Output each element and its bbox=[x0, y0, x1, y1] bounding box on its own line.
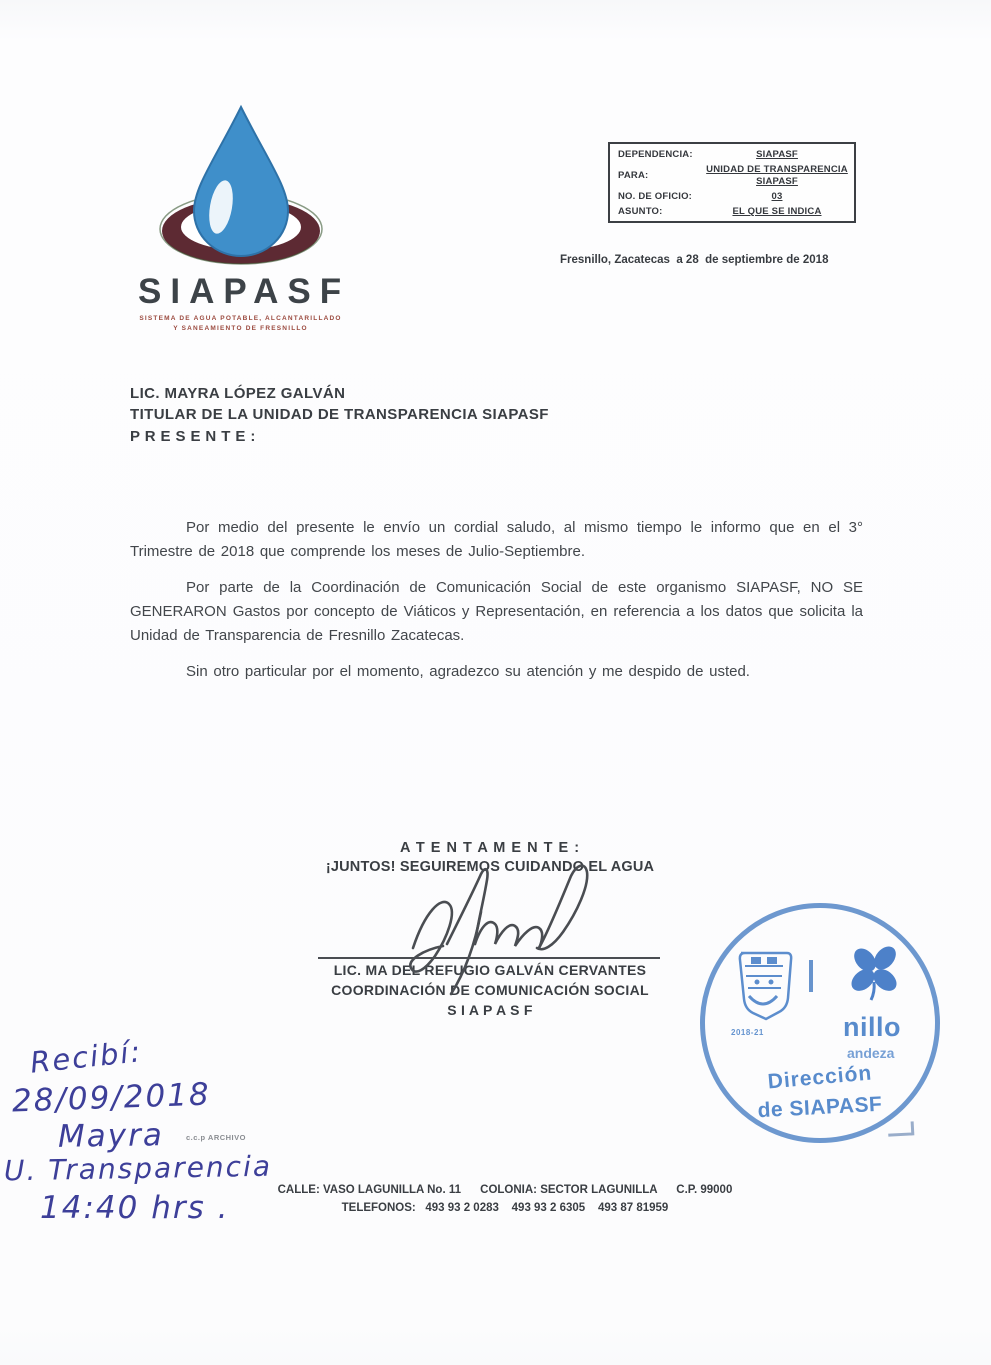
stamp-brand-partial-bottom: andeza bbox=[847, 1045, 895, 1061]
logo-tagline-line2: Y SANEAMIENTO DE FRESNILLO bbox=[173, 324, 308, 332]
signature-scribble-icon bbox=[385, 852, 615, 1002]
scan-corner-artifact bbox=[888, 1121, 915, 1136]
recipient-salutation: P R E S E N T E : bbox=[130, 427, 256, 445]
signer-name: LIC. MA DEL REFUGIO GALVÁN CERVANTES bbox=[333, 962, 647, 978]
paragraph-2: Por parte de la Coordinación de Comunicación Social de este organismo SIAPASF, NO SE GENERARON Gastos por concepto de Viáticos y Representación, en referencia a los datos que solicita la Unidad de Transparencia de Fresnillo Zacatecas. bbox=[130, 579, 863, 644]
stamp-text-de-siapasf: de SIAPASF bbox=[757, 1092, 883, 1123]
stamp-text-direccion: Dirección bbox=[766, 1061, 874, 1094]
stamp-emblem-caption: 2018-21 bbox=[731, 1028, 764, 1037]
ref-value-dependencia: SIAPASF bbox=[756, 149, 798, 160]
paragraph-1: Por medio del presente le envío un cordial saludo, al mismo tiempo le informo que en el 3° Trimestre de 2018 que comprende los meses de Julio-Septiembre. bbox=[130, 519, 863, 560]
dateline: Fresnillo, Zacatecas a 28 de septiembre de 2018 bbox=[560, 254, 829, 266]
closing-attentively: A T E N T A M E N T E : bbox=[399, 840, 581, 856]
ref-value-asunto: EL QUE SE INDICA bbox=[732, 205, 822, 217]
reference-box bbox=[608, 142, 856, 223]
ref-label-dependencia: DEPENDENCIA: bbox=[618, 149, 693, 161]
stamp-shield-icon bbox=[733, 948, 795, 1024]
ref-value-oficio: 03 bbox=[771, 190, 783, 202]
closing-slogan: ¡JUNTOS! SEGUIREMOS CUIDANDO EL AGUA bbox=[325, 859, 655, 875]
ref-label-asunto: ASUNTO: bbox=[618, 205, 663, 217]
handwritten-name: Mayra bbox=[57, 1117, 165, 1155]
ref-label-para: PARA: bbox=[618, 170, 649, 182]
paragraph-3: Sin otro particular por el momento, agradezco su atención y me despido de usted. bbox=[186, 663, 750, 681]
handwritten-recibi: Recibí: bbox=[28, 1034, 144, 1080]
stamp-brand-partial-top: nillo bbox=[843, 1012, 901, 1042]
recipient-name: LIC. MAYRA LÓPEZ GALVÁN bbox=[130, 385, 346, 402]
recipient-title: TITULAR DE LA UNIDAD DE TRANSPARENCIA SIAPASF bbox=[130, 406, 549, 424]
siapasf-logo bbox=[138, 103, 351, 334]
recipient-block bbox=[130, 383, 549, 447]
logo-acronym: SIAPASF bbox=[138, 272, 351, 311]
ref-value-para: UNIDAD DE TRANSPARENCIA SIAPASF bbox=[706, 163, 848, 187]
ccp-archive-note: c.c.p ARCHIVO bbox=[186, 1133, 246, 1142]
logo-tagline bbox=[138, 314, 343, 334]
stamp-flower-icon bbox=[841, 938, 907, 1004]
footer-phones: TELEFONOS: 493 93 2 0283 493 93 2 6305 493 87 81959 bbox=[341, 1202, 669, 1215]
stamp-divider-tick bbox=[809, 960, 813, 992]
handwritten-unit: U. Transparencia bbox=[3, 1149, 273, 1188]
handwritten-time: 14:40 hrs . bbox=[40, 1190, 230, 1226]
footer-address: CALLE: VASO LAGUNILLA No. 11 COLONIA: SECTOR LAGUNILLA C.P. 99000 bbox=[277, 1184, 733, 1196]
footer-block bbox=[115, 1181, 895, 1218]
signer-org: S I A P A S F bbox=[447, 1001, 533, 1018]
signer-title: COORDINACIÓN DE COMUNICACIÓN SOCIAL bbox=[331, 981, 649, 998]
letter-body bbox=[130, 516, 863, 697]
handwritten-date: 28/09/2018 bbox=[11, 1076, 212, 1120]
ref-label-oficio: NO. DE OFICIO: bbox=[618, 191, 693, 203]
logo-tagline-line1: SISTEMA DE AGUA POTABLE, ALCANTARILLADO bbox=[139, 315, 342, 322]
direction-stamp bbox=[700, 903, 940, 1143]
water-drop-icon bbox=[141, 103, 341, 265]
